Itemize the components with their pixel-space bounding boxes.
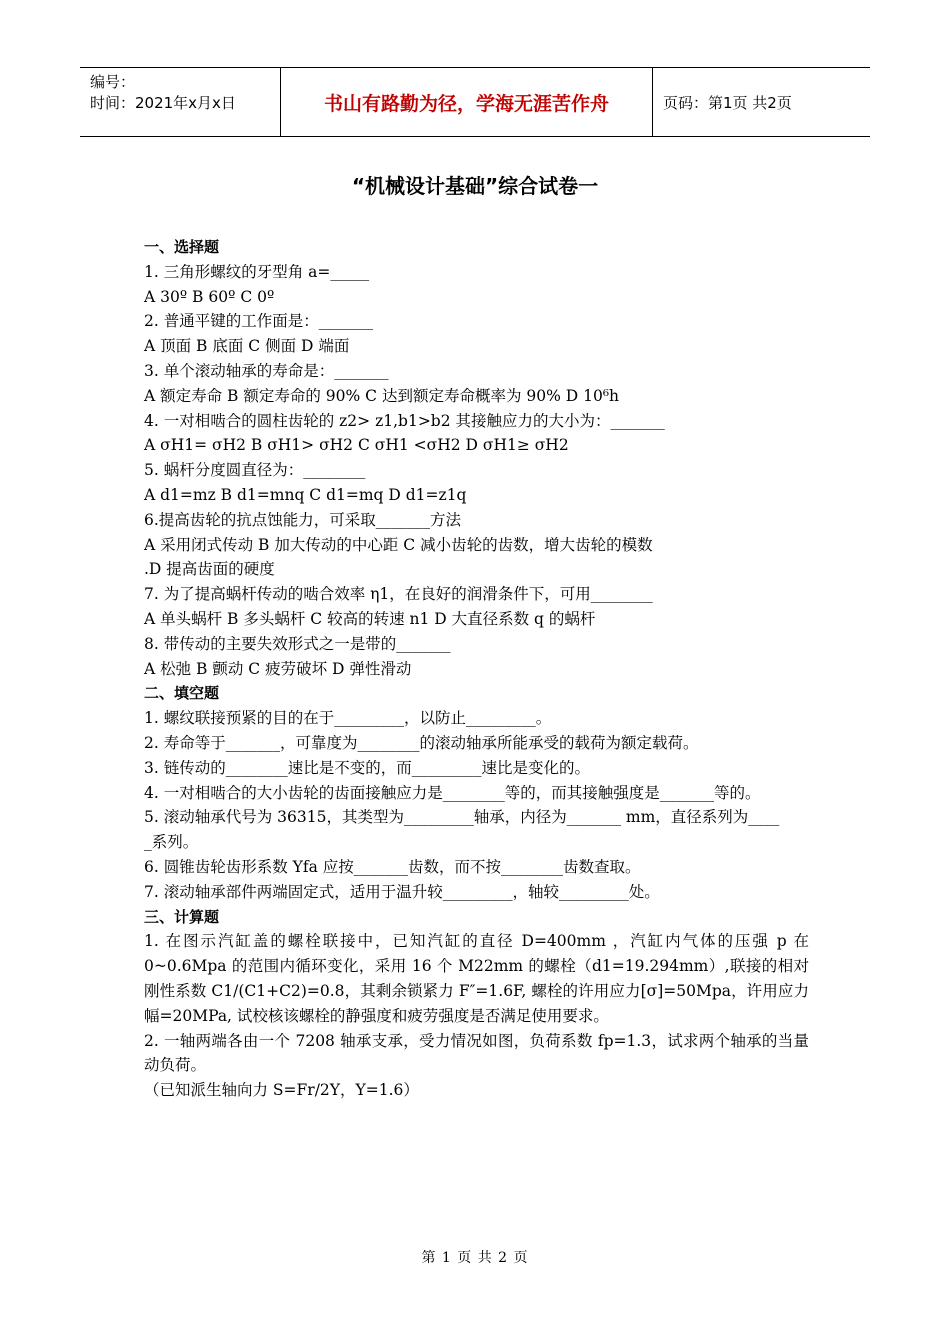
- section-heading: 一、选择题: [144, 238, 220, 256]
- exam-line: A 顶面 B 底面 C 侧面 D 端面: [144, 337, 350, 356]
- exam-line: 3. 单个滚动轴承的寿命是：_______: [144, 361, 389, 380]
- header-motto: 书山有路勤为径，学海无涯苦作舟: [280, 68, 653, 136]
- page-footer: 第 1 页 共 2 页: [421, 1250, 529, 1266]
- exam-line: 2. 一轴两端各由一个 7208 轴承支承，受力情况如图，负荷系数 fp=1.3，试求两个轴承的当量动负荷。: [144, 1031, 809, 1075]
- exam-line: （已知派生轴向力 S=Fr/2Y，Y=1.6）: [144, 1081, 419, 1100]
- exam-line: A 松弛 B 颤动 C 疲劳破坏 D 弹性滑动: [144, 659, 412, 678]
- section-heading: 二、填空题: [144, 684, 220, 703]
- page-header: [80, 67, 870, 137]
- document-date: 时间：2021年x月x日: [90, 94, 236, 112]
- header-page-info: 页码：第1页 共2页: [663, 93, 792, 112]
- exam-line: A d1=mz B d1=mnq C d1=mq D d1=z1q: [144, 485, 467, 504]
- exam-line: 6. 圆锥齿轮齿形系数 Yfa 应按_______齿数，而不按________齿数查取。: [144, 857, 641, 876]
- exam-line: A 采用闭式传动 B 加大传动的中心距 C 减小齿轮的齿数，增大齿轮的模数: [144, 535, 653, 554]
- exam-line: 5. 蜗杆分度圆直径为：________: [144, 461, 366, 480]
- exam-line: _系列。: [144, 833, 199, 852]
- exam-line: A σH1= σH2 B σH1> σH2 C σH1 <σH2 D σH1≥ σH2: [144, 436, 569, 455]
- exam-content: [144, 235, 809, 1103]
- exam-title: “机械设计基础”综合试卷一: [351, 174, 599, 198]
- exam-line: A 额定寿命 B 额定寿命的 90% C 达到额定寿命概率为 90% D 10⁶h: [144, 386, 620, 405]
- exam-line: 1. 螺纹联接预紧的目的在于_________，以防止_________。: [144, 709, 552, 728]
- exam-line: 4. 一对相啮合的圆柱齿轮的 z2> z1,b1>b2 其接触应力的大小为：_______: [144, 411, 665, 430]
- exam-line: A 单头蜗杆 B 多头蜗杆 C 较高的转速 n1 D 大直径系数 q 的蜗杆: [144, 609, 596, 628]
- exam-line: 6.提高齿轮的抗点蚀能力，可采取_______方法: [144, 510, 462, 529]
- exam-line: 4. 一对相啮合的大小齿轮的齿面接触应力是________等的，而其接触强度是_______等的。: [144, 783, 761, 802]
- exam-line: 7. 为了提高蜗杆传动的啮合效率 η1，在良好的润滑条件下，可用________: [144, 585, 653, 604]
- header-meta: [80, 68, 280, 136]
- exam-line: 3. 链传动的________速比是不变的，而_________速比是变化的。: [144, 758, 590, 777]
- exam-line: 1. 在图示汽缸盖的螺栓联接中，已知汽缸的直径 D=400mm ，汽缸内气体的压强 p 在 0~0.6Mpa 的范围内循环变化，采用 16 个 M22mm 的螺栓（d1=19.294mm）,联接的相对刚性系数 C1/(C1+C2)=0.8，其剩余锁紧力 F″=1.6F, 螺栓的许用应力[σ]=50Mpa，许用应力幅=20MPa, 试校核该螺栓的静强度和疲劳强度是否满足使用要求。: [144, 932, 809, 1025]
- exam-line: .D 提高齿面的硬度: [144, 560, 275, 579]
- exam-line: 5. 滚动轴承代号为 36315，其类型为_________轴承，内径为_______ mm，直径系列为____: [144, 808, 780, 827]
- exam-line: 2. 寿命等于_______，可靠度为________的滚动轴承所能承受的载荷为额定载荷。: [144, 733, 699, 752]
- document-number: 编号：: [90, 73, 136, 91]
- exam-line: 2. 普通平键的工作面是：_______: [144, 312, 373, 331]
- exam-line: A 30º B 60º C 0º: [144, 287, 275, 306]
- exam-line: 8. 带传动的主要失效形式之一是带的_______: [144, 634, 451, 653]
- exam-line: 7. 滚动轴承部件两端固定式，适用于温升较_________，轴较_________处。: [144, 882, 660, 901]
- section-heading: 三、计算题: [144, 907, 220, 926]
- exam-line: 1. 三角形螺纹的牙型角 a=_____: [144, 262, 370, 281]
